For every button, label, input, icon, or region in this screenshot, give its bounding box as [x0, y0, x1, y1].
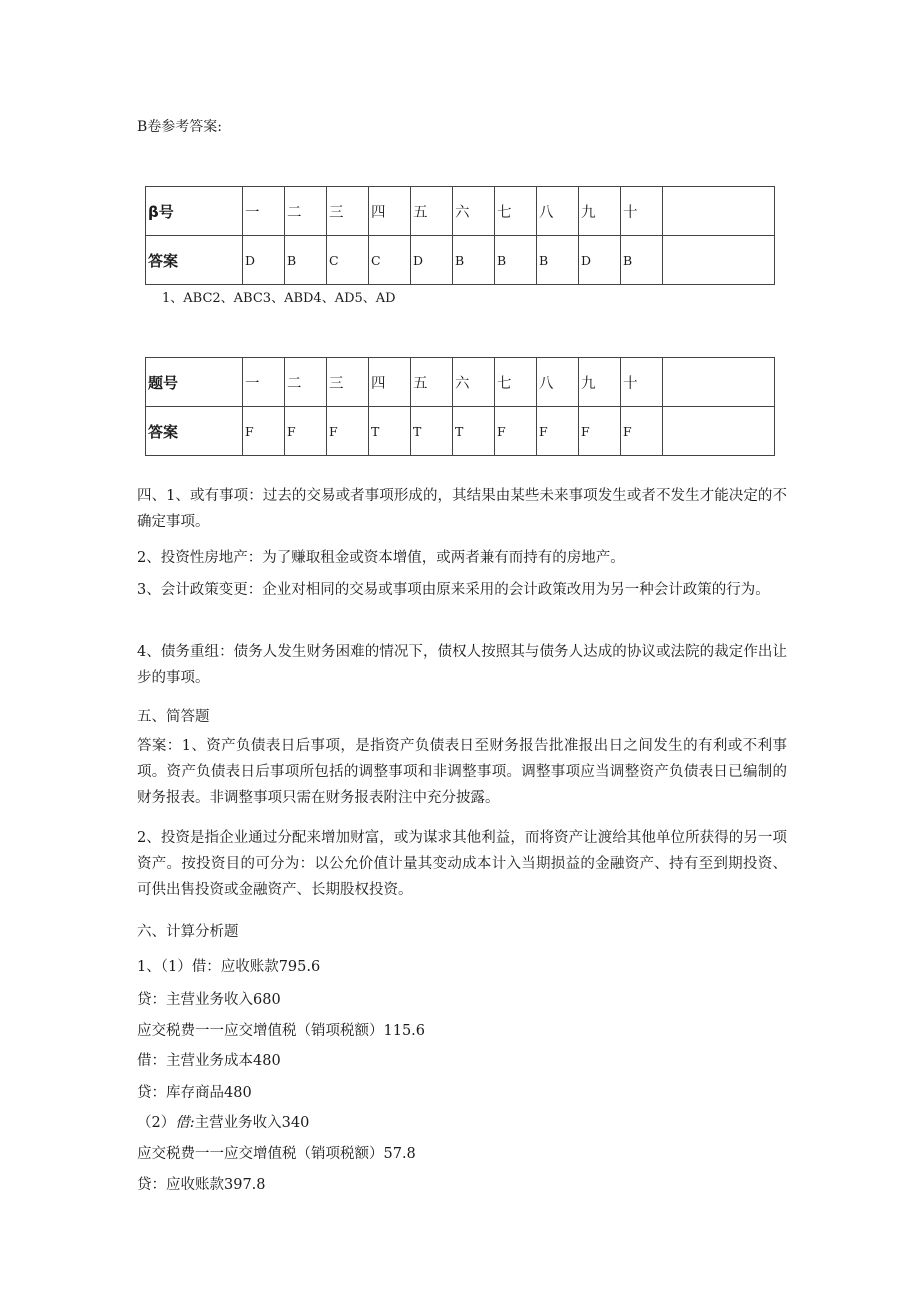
journal-entry-line: 贷：应收账款397.8 — [137, 1177, 266, 1193]
answer-cell: D — [243, 236, 285, 285]
question-number: 一 — [243, 358, 285, 407]
debit-label: 借: — [175, 1115, 195, 1131]
journal-entry-line — [137, 1111, 309, 1132]
question-number: 二 — [285, 187, 327, 236]
section-heading: 六、计算分析题 — [137, 924, 239, 940]
journal-entry-line: 贷：主营业务收入680 — [137, 992, 281, 1008]
question-number: 五 — [411, 358, 453, 407]
answer-cell: F — [495, 407, 537, 456]
answer-cell: T — [411, 407, 453, 456]
definition-accounting-policy-change: 3、会计政策变更：企业对相同的交易或事项由原来采用的会计政策改用为另一种会计政策的行为。 — [137, 582, 770, 598]
entry-text: 主营业务收入340 — [194, 1115, 310, 1131]
answer-row-label: 答案 — [146, 407, 243, 456]
table-row — [146, 358, 775, 407]
definition-contingency: 四、1、或有事项：过去的交易或者事项形成的，其结果由某些未来事项发生或者不发生才能决定的不确定事项。 — [137, 488, 787, 530]
answer-cell: B — [453, 236, 495, 285]
empty-cell — [663, 236, 775, 285]
answer-cell: B — [537, 236, 579, 285]
answer-cell: F — [537, 407, 579, 456]
definition-debt-restructuring: 4、债务重组：债务人发生财务困难的情况下，债权人按照其与债务人达成的协议或法院的裁定作出让步的事项。 — [137, 644, 787, 686]
question-number: 九 — [579, 358, 621, 407]
table-header-label: 题号 — [146, 358, 243, 407]
journal-entry-line: 1、（1）借：应收账款795.6 — [137, 959, 321, 975]
question-number: 十 — [621, 358, 663, 407]
answer-cell: T — [369, 407, 411, 456]
answer-cell: B — [285, 236, 327, 285]
question-number: 七 — [495, 187, 537, 236]
answer-cell: D — [579, 236, 621, 285]
multiple-choice-answers: 1、ABC2、ABC3、ABD4、AD5、AD — [162, 291, 396, 306]
short-answer-1: 答案：1、资产负债表日后事项，是指资产负债表日至财务报告批准报出日之间发生的有利或不利事项。资产负债表日后事项所包括的调整事项和非调整事项。调整事项应当调整资产负债表日已编制的财务报表。非调整事项只需在财务报表附注中充分披露。 — [137, 738, 787, 806]
question-number: 八 — [537, 358, 579, 407]
empty-cell — [663, 407, 775, 456]
true-false-answer-table — [145, 357, 775, 456]
question-number: 二 — [285, 358, 327, 407]
answer-row-label: 答案 — [146, 236, 243, 285]
question-number: 一 — [243, 187, 285, 236]
answer-cell: F — [243, 407, 285, 456]
question-number: 六 — [453, 187, 495, 236]
answer-cell: F — [327, 407, 369, 456]
table-row — [146, 407, 775, 456]
answer-cell: D — [411, 236, 453, 285]
answer-cell: C — [327, 236, 369, 285]
short-answer-2: 2、投资是指企业通过分配来增加财富，或为谋求其他利益，而将资产让渡给其他单位所获得的另一项资产。按投资目的可分为：以公允价值计量其变动成本计入当期损益的金融资产、持有至到期投资、可供出售投资或金融资产、长期股权投资。 — [137, 830, 787, 898]
answer-cell: F — [579, 407, 621, 456]
journal-entry-line: 应交税费一一应交增值税（销项税额）115.6 — [137, 1023, 426, 1039]
journal-entry-line: 贷：库存商品480 — [137, 1085, 252, 1101]
entry-prefix: （2） — [137, 1115, 176, 1131]
answer-cell: F — [285, 407, 327, 456]
question-number: 四 — [369, 358, 411, 407]
table-header-label: β号 — [146, 187, 243, 236]
answer-cell: C — [369, 236, 411, 285]
question-number: 七 — [495, 358, 537, 407]
question-number: 十 — [621, 187, 663, 236]
question-number: 三 — [327, 358, 369, 407]
question-number: 五 — [411, 187, 453, 236]
definition-investment-property: 2、投资性房地产：为了赚取租金或资本增值，或两者兼有而持有的房地产。 — [137, 550, 625, 566]
question-number: 三 — [327, 187, 369, 236]
question-number: 六 — [453, 358, 495, 407]
section-heading: 五、简答题 — [137, 709, 210, 725]
journal-entry-line: 借：主营业务成本480 — [137, 1053, 281, 1069]
answer-cell: B — [621, 236, 663, 285]
empty-cell — [663, 358, 775, 407]
answer-cell: F — [621, 407, 663, 456]
empty-cell — [663, 187, 775, 236]
table-row — [146, 187, 775, 236]
answer-key-title: B卷参考答案: — [137, 119, 223, 135]
table-row — [146, 236, 775, 285]
question-number: 九 — [579, 187, 621, 236]
answer-cell: B — [495, 236, 537, 285]
single-choice-answer-table — [145, 186, 775, 285]
answer-cell: T — [453, 407, 495, 456]
question-number: 八 — [537, 187, 579, 236]
question-number: 四 — [369, 187, 411, 236]
journal-entry-line: 应交税费一一应交增值税（销项税额）57.8 — [137, 1146, 416, 1162]
